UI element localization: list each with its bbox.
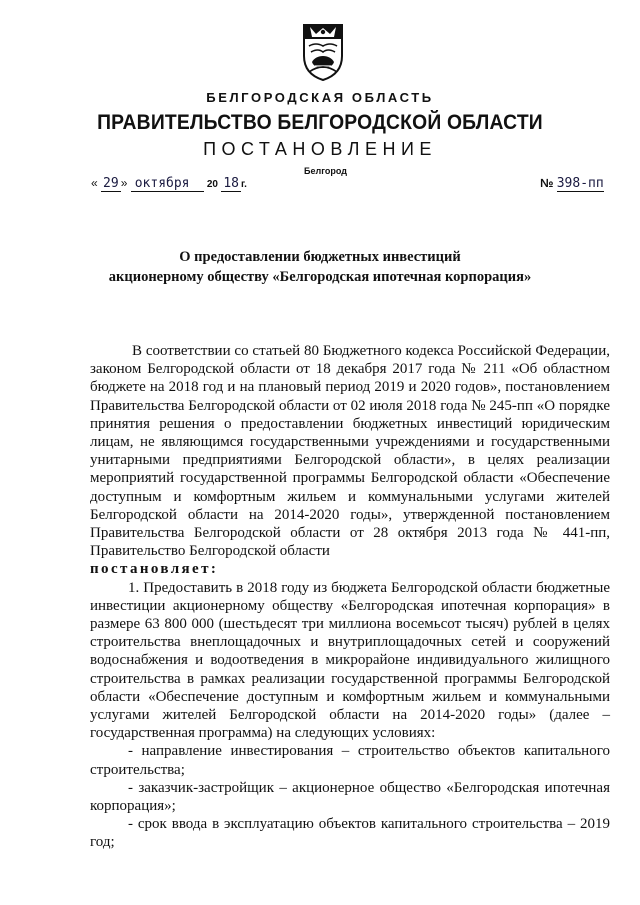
document-date <box>91 176 247 191</box>
clause-1-paragraph: 1. Предоставить в 2018 году из бюджета Белгородской области бюджетные инвестиции акционерному обществу «Белгородская ипотечная корпорация» в размере 63 800 000 (шестьдесят три миллиона восемьсот тысяч) рублей в целях строительства внеплощадочных и внутриплощадочных сетей и сооружений водоснабжения и водоотведения в микрорайоне индивидуального жилищного строительства в рамках реализации государственной программы Белгородской области «Обеспечение доступным и комфортным жильем и коммунальными услугами жителей Белгородской области на 2014-2020 годы» (далее – государственная программа) на следующих условиях: <box>90 579 610 742</box>
document-type: ПОСТАНОВЛЕНИЕ <box>203 139 437 159</box>
city-name: Белгород <box>304 166 347 176</box>
date-open-quote: « <box>91 176 98 190</box>
coat-of-arms-emblem <box>300 22 346 82</box>
number-prefix: № <box>540 176 554 190</box>
region-name: БЕЛГОРОДСКАЯ ОБЛАСТЬ <box>206 90 434 105</box>
condition-item: - направление инвестирования – строительство объектов капитального строительства; <box>90 743 610 778</box>
condition-item: - срок ввода в эксплуатацию объектов капитального строительства – 2019 год; <box>90 816 610 851</box>
condition-item: - заказчик-застройщик – акционерное общество «Белгородская ипотечная корпорация»; <box>90 779 610 815</box>
document-title <box>0 247 640 287</box>
government-name: ПРАВИТЕЛЬСТВО БЕЛГОРОДСКОЙ ОБЛАСТИ <box>97 111 543 134</box>
resolves-word: постановляет: <box>90 561 219 578</box>
title-line-1: О предоставлении бюджетных инвестиций <box>179 249 461 265</box>
number-value: 398-пп <box>556 176 604 191</box>
title-line-2: акционерному обществу «Белгородская ипотечная корпорация» <box>108 269 532 285</box>
date-year-suffix: г. <box>240 179 247 190</box>
date-day: 29 <box>103 176 119 191</box>
date-year: 18 <box>223 176 239 191</box>
preamble-paragraph: В соответствии со статьей 80 Бюджетного кодекса Российской Федерации, законом Белгородской области от 18 декабря 2017 года № 211 «Об областном бюджете на 2018 год и на плановый период 2019 и 2020 годов», постановлением Правительства Белгородской области от 02 июля 2018 года № 245-пп «О порядке принятия решения о предоставлении бюджетных инвестиций юридическим лицам, не являющимся государственными учреждениями и государственными унитарными предприятиями Белгородской области», в целях реализации мероприятий государственной программы Белгородской области «Обеспечение доступным и комфортным жильем и коммунальными услугами жителей Белгородской области на 2014-2020 годы», утвержденной постановлением Правительства Белгородской области от 28 октября 2013 года № 441-пп, Правительство Белгородской области <box>90 343 610 560</box>
date-month: октября <box>131 176 204 192</box>
document-body <box>90 342 610 852</box>
document-number <box>540 176 604 191</box>
date-close-quote: » <box>120 176 128 190</box>
date-century: 20 <box>206 179 218 190</box>
